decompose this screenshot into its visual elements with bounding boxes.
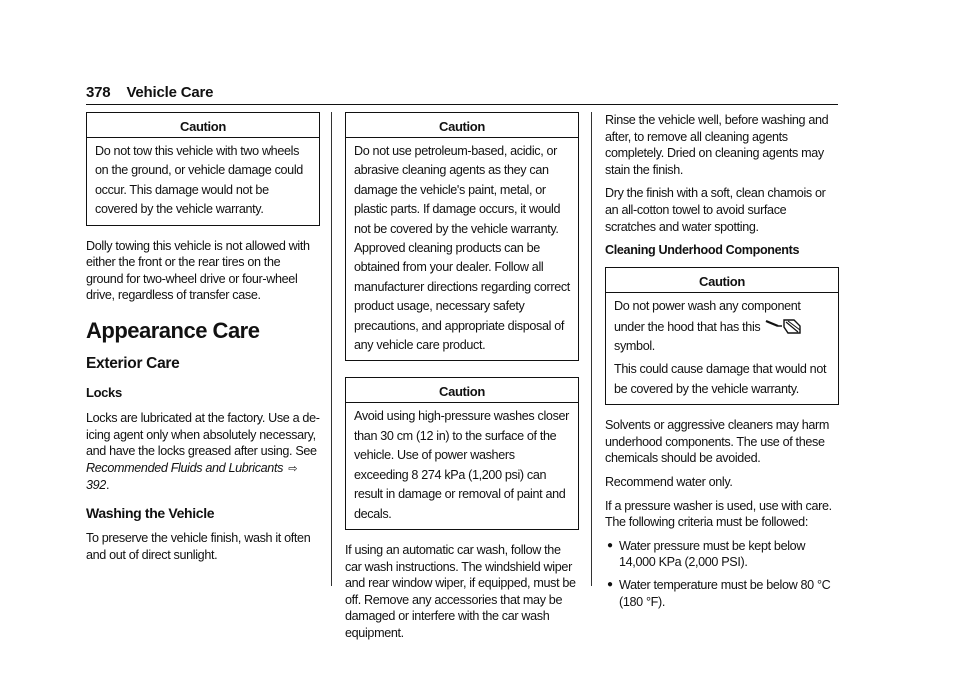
caution-heading: Caution (346, 113, 578, 138)
page-number: 378 (86, 84, 111, 101)
paragraph-car-wash: If using an automatic car wash, follow the car wash instructions. The windshield wiper and rear window wiper, if equipped, must be off. Remove any accessories that may be damaged or interfere with the car wash equipment. (345, 542, 576, 640)
column-1 (86, 112, 320, 570)
list-item (605, 577, 839, 610)
heading-exterior-care: Exterior Care (86, 355, 180, 372)
caution-heading: Caution (346, 378, 578, 403)
locks-text: Locks are lubricated at the factory. Use a de-icing agent only when absolutely necessary, and have the locks greased after using. See (86, 411, 320, 459)
cross-reference-page[interactable]: 392 (86, 478, 106, 493)
paragraph-water-only: Recommend water only. (605, 474, 733, 489)
list-item-text: Water pressure must be kept below 14,000 KPa (2,000 PSI). (619, 538, 806, 570)
caution-text-c: This could cause damage that would not be covered by the vehicle warranty. (614, 362, 827, 396)
caution-box-underhood (605, 267, 839, 405)
page-arrow-icon: ⇨ (288, 462, 298, 475)
caution-text: Do not use petroleum-based, acidic, or abrasive cleaning agents as they can damage the vehicle's paint, metal, or plastic parts. If damage occurs, it would not be covered by the vehicle warranty. Approved cleaning products can be obtained from your dealer. Follow all manufacturer directions regarding correct product usage, necessary safety precautions, and appropriate disposal of any vehicle care product. (354, 144, 570, 353)
page-header (86, 84, 838, 104)
caution-text-b: symbol. (614, 338, 655, 353)
paragraph-dolly-towing: Dolly towing this vehicle is not allowed with either the front or the rear tires on the ground for two-wheel drive or four-wheel drive, regardless of transfer case. (86, 238, 310, 303)
column-divider-2 (591, 112, 592, 586)
heading-washing-vehicle: Washing the Vehicle (86, 504, 215, 521)
period: . (105, 478, 110, 493)
section-title: Vehicle Care (126, 84, 214, 101)
paragraph-rinse: Rinse the vehicle well, before washing and after, to remove all cleaning agents completely. Dried on cleaning agents may stain the finish. (605, 113, 829, 177)
caution-text-a: Do not power wash any component under the hood that has this (614, 299, 801, 334)
criteria-list (605, 538, 839, 610)
caution-heading: Caution (87, 113, 319, 138)
bullet-icon: ● (607, 539, 613, 551)
list-item (605, 538, 839, 571)
paragraph-washing: To preserve the vehicle finish, wash it often and out of direct sunlight. (86, 530, 311, 562)
caution-box-cleaning-agents (345, 112, 579, 361)
caution-heading: Caution (606, 268, 838, 293)
paragraph-solvents: Solvents or aggressive cleaners may harm underhood components. The use of these chemicals should be avoided. (605, 418, 829, 466)
paragraph-locks (86, 410, 320, 494)
column-divider-1 (331, 112, 332, 586)
caution-box-towing (86, 112, 320, 226)
no-power-wash-icon (764, 317, 804, 335)
caution-text: Avoid using high-pressure washes closer than 30 cm (12 in) to the surface of the vehicle. Use of power washers exceeding 8 274 kPa (1,200 psi) can result in damage or removal of paint and decals. (354, 409, 570, 521)
caution-text (614, 297, 830, 356)
header-rule (86, 104, 838, 105)
caution-box-high-pressure (345, 377, 579, 529)
caution-text: Do not tow this vehicle with two wheels on the ground, or vehicle damage could occur. This damage would not be covered by the vehicle warranty. (95, 144, 303, 217)
list-item-text: Water temperature must be below 80 °C (180 °F). (619, 577, 831, 609)
heading-locks: Locks (86, 385, 122, 400)
column-2 (345, 112, 579, 648)
column-3 (605, 112, 839, 616)
bullet-icon: ● (607, 578, 613, 590)
heading-appearance-care: Appearance Care (86, 318, 260, 343)
cross-reference-link[interactable]: Recommended Fluids and Lubricants (86, 460, 284, 475)
paragraph-pressure-washer: If a pressure washer is used, use with care. The following criteria must be followed: (605, 498, 832, 530)
heading-underhood: Cleaning Underhood Components (605, 243, 800, 258)
paragraph-dry: Dry the finish with a soft, clean chamois or an all-cotton towel to avoid surface scratches and water spotting. (605, 186, 826, 234)
